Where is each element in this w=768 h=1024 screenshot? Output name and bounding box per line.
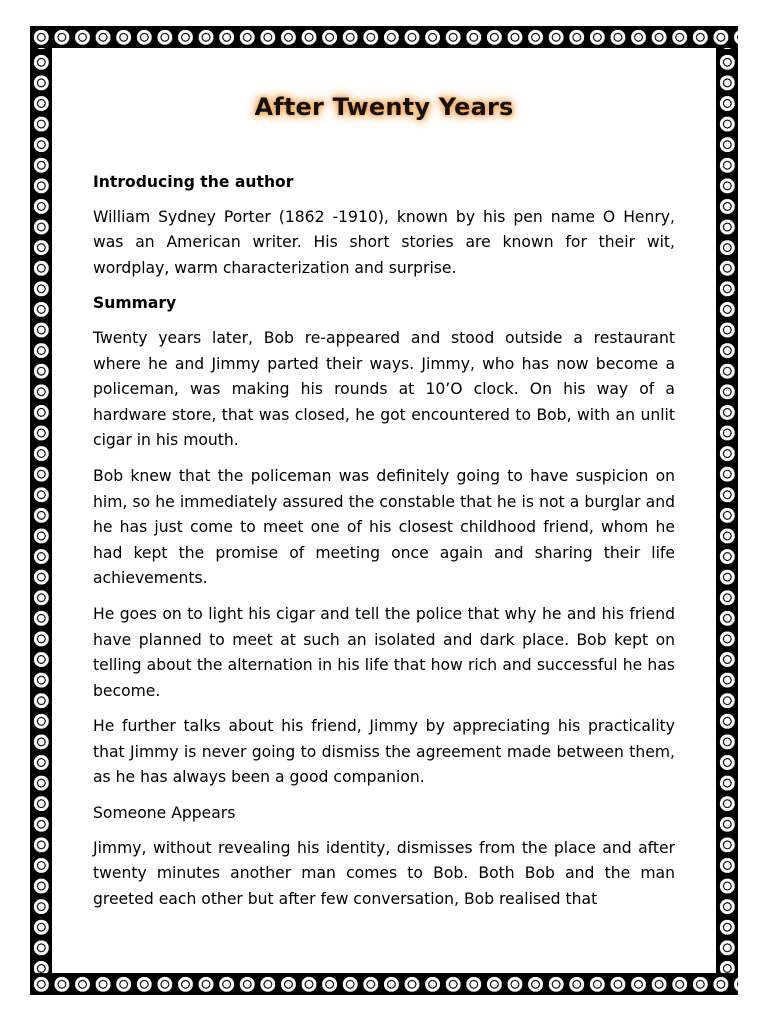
document-body: [93, 84, 675, 922]
summary-paragraph-1: Twenty years later, Bob re-appeared and stood outside a restaurant where he and Jimmy parted their ways. Jimmy, who has now become a policeman, was making his rounds at 10’O clock. On his way of a hardware store, that was closed, he got encountered to Bob, with an unlit cigar in his mouth.: [93, 328, 675, 450]
summary-paragraph-2: Bob knew that the policeman was definitely going to have suspicion on him, so he immediately assured the constable that he is not a burglar and he has just come to meet one of his closest childhood friend, whom he had kept the promise of meeting once again and sharing their life achievements.: [93, 466, 675, 588]
flower-border-top: [30, 26, 738, 48]
title-banner: [93, 84, 675, 130]
summary-paragraph-4: He further talks about his friend, Jimmy by appreciating his practicality that Jimmy is never going to dismiss the agreement made between them, as he has always been a good companion.: [93, 717, 675, 787]
flower-border-left: [30, 48, 52, 973]
someone-appears-paragraph: Jimmy, without revealing his identity, dismisses from the place and after twenty minutes another man comes to Bob. Both Bob and the man greeted each other but after few conversation, Bob realised that: [93, 838, 675, 908]
intro-heading: Introducing the author: [93, 173, 294, 191]
someone-appears-heading: Someone Appears: [93, 804, 236, 823]
summary-heading: Summary: [93, 294, 177, 313]
summary-paragraph-3: He goes on to light his cigar and tell the police that why he and his friend have planned to meet at such an isolated and dark place. Bob kept on telling about the alternation in his life that how rich and successful he has become.: [93, 604, 675, 700]
flower-border-bottom: [30, 973, 738, 995]
flower-border-right: [716, 48, 738, 973]
page-title: After Twenty Years: [254, 93, 514, 121]
intro-paragraph: William Sydney Porter (1862 -1910), known by his pen name O Henry, was an American writer. His short stories are known for their wit, wordplay, warm characterization and surprise.: [93, 207, 675, 277]
